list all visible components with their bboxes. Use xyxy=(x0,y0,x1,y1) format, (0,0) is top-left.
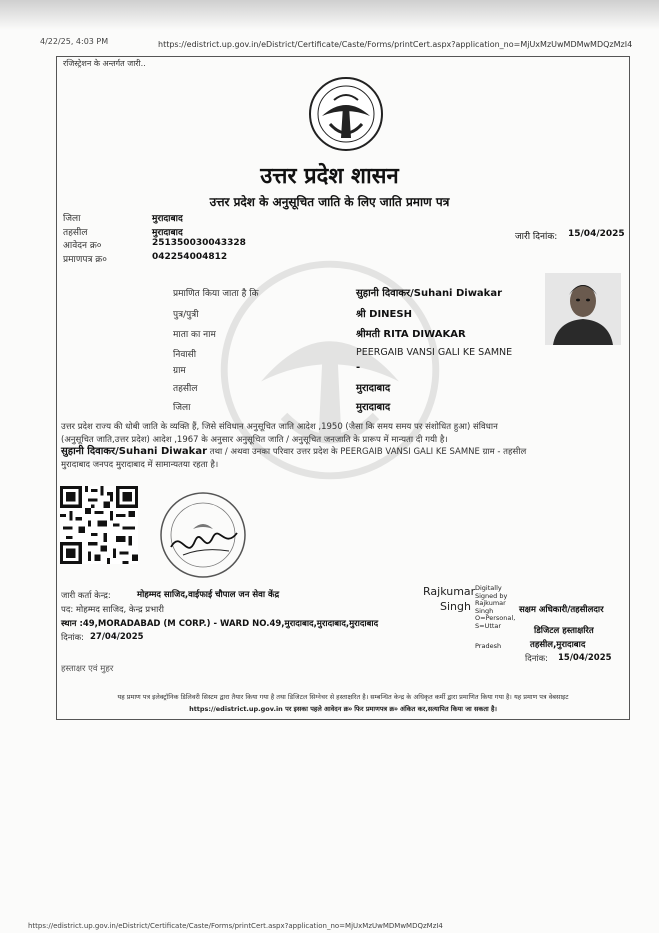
footer-line-1: यह प्रमाण पत्र इलेक्ट्रॉनिक डिलिवरी सिस्टम द्वारा तैयार किया गया है तथा डिजिटल सिग्नेचर से हस्ताक्षरित है। सम्बन्धित केन्द्र के अधिकृत कर्मी द्वारा प्रमाणित किया गया है। यह प्रमाण पत्र वेबसाइट xyxy=(117,693,569,701)
issuer-place: स्थान :49,MORADABAD (M CORP.) - WARD NO.49,मुरादाबाद,मुरादाबाद,मुरादाबाद xyxy=(61,619,379,629)
issuer-date-label: दिनांक: xyxy=(61,633,85,643)
paragraph-line-4: मुरादाबाद जनपद मुरादाबाद में सामान्यतया रहता है। xyxy=(61,459,219,470)
issuer-center: मोहम्मद साजिद,वाईफाई चौपाल जन सेवा केंद्र xyxy=(137,590,280,600)
district-value: मुरादाबाद xyxy=(152,214,183,224)
digital-sign-label: डिजिटल हस्ताक्षरित xyxy=(534,626,594,636)
paragraph-line-3: तथा / अथवा उनका परिवार उत्तर प्रदेश के PEERGAIB VANSI GALI KE SAMNE ग्राम - तहसील xyxy=(207,447,527,458)
paragraph-line-1: उत्तर प्रदेश राज्य की धोबी जाति के व्यक्ति हैं, जिसे संविधान अनुसूचित जाति आदेश ,1950 (जैसा कि समय समय पर संशोधित हुआ) संविधान xyxy=(61,422,498,432)
signer-name-line2: Singh xyxy=(440,600,471,613)
father-name: श्री DINESH xyxy=(356,309,412,320)
resident-label: निवासी xyxy=(173,350,197,360)
signature-date-label: दिनांक: xyxy=(525,654,549,664)
paragraph-name: सुहानी दिवाकर/Suhani Diwakar xyxy=(61,446,208,458)
certified-label: प्रमाणित किया जाता है कि xyxy=(173,289,259,299)
issuer-date: 27/04/2025 xyxy=(90,632,144,642)
tehsil-label: तहसील xyxy=(63,228,88,238)
village-value: - xyxy=(356,362,361,373)
issue-date: 15/04/2025 xyxy=(568,229,625,239)
issuer-center-label: जारी कर्ता केन्द्र: xyxy=(61,591,111,601)
print-url: https://edistrict.up.gov.in/eDistrict/Certificate/Caste/Forms/printCert.aspx?application_no=MjUxMzUwMDMwMDQzMzI4 xyxy=(158,40,633,49)
tehsil-value: मुरादाबाद xyxy=(152,228,183,238)
person-district-label: जिला xyxy=(173,403,191,413)
mother-label: माता का नाम xyxy=(173,330,216,340)
issuer-post: पद: मोहम्मद साजिद, केन्द्र प्रभारी xyxy=(61,605,164,615)
district-label: जिला xyxy=(63,214,81,224)
person-tehsil-value: मुरादाबाद xyxy=(356,383,391,394)
person-tehsil-label: तहसील xyxy=(173,384,198,394)
page-subtitle: उत्तर प्रदेश के अनुसूचित जाति के लिए जाति प्रमाण पत्र xyxy=(209,195,450,209)
certificate-label: प्रमाणपत्र क्र० xyxy=(63,255,107,265)
child-of-label: पुत्र/पुत्री xyxy=(173,310,199,320)
print-timestamp: 4/22/25, 4:03 PM xyxy=(40,37,109,46)
registration-note: रजिस्ट्रेशन के अन्तर्गत जारी.. xyxy=(63,59,146,68)
page-title: उत्तर प्रदेश शासन xyxy=(260,163,399,189)
officer-title: सक्षम अधिकारी/तहसीलदार xyxy=(519,605,604,615)
person-district-value: मुरादाबाद xyxy=(356,402,391,413)
signature-state: Pradesh xyxy=(475,642,502,650)
certificate-paragraph xyxy=(61,421,621,471)
applicant-name: सुहानी दिवाकर/Suhani Diwakar xyxy=(356,288,503,299)
officer-place: तहसील,मुरादाबाद xyxy=(530,640,586,650)
digital-signature-details: Digitally Signed by Rajkumar Singh O=Personal, S=Uttar xyxy=(475,584,516,630)
sign-seal-label: हस्ताक्षर एवं मुहर xyxy=(61,664,114,674)
paragraph-line-2: (अनुसूचित जाति,उत्तर प्रदेश) आदेश ,1967 के अनुसार अनुसूचित जाति / अनुसूचित जनजाति के प्रारूप में मान्यता दी गयी है। xyxy=(61,434,448,445)
certificate-number: 042254004812 xyxy=(152,252,228,262)
bottom-url: https://edistrict.up.gov.in/eDistrict/Certificate/Caste/Forms/printCert.aspx?application_no=MjUxMzUwMDMwMDQzMzI4 xyxy=(28,922,443,930)
signer-name-line1: Rajkumar xyxy=(423,585,476,598)
issue-date-label: जारी दिनांक: xyxy=(515,232,558,242)
scan-shadow xyxy=(0,0,659,30)
application-number: 251350030043328 xyxy=(152,238,246,248)
applicant-photo xyxy=(545,273,621,345)
official-seal xyxy=(153,489,253,581)
address: PEERGAIB VANSI GALI KE SAMNE xyxy=(356,347,513,358)
application-label: आवेदन क्र० xyxy=(63,241,102,251)
qr-code xyxy=(60,486,138,564)
up-govt-emblem xyxy=(308,76,384,152)
signature-date: 15/04/2025 xyxy=(558,653,612,663)
footer-line-2: https://edistrict.up.gov.in पर इसका पहले आवेदन क्र० फिर प्रमाणपत्र क्र० अंकित कर,सत्यापित किया जा सकता है। xyxy=(189,705,497,713)
mother-name: श्रीमती RITA DIWAKAR xyxy=(356,329,466,340)
village-label: ग्राम xyxy=(173,366,186,376)
